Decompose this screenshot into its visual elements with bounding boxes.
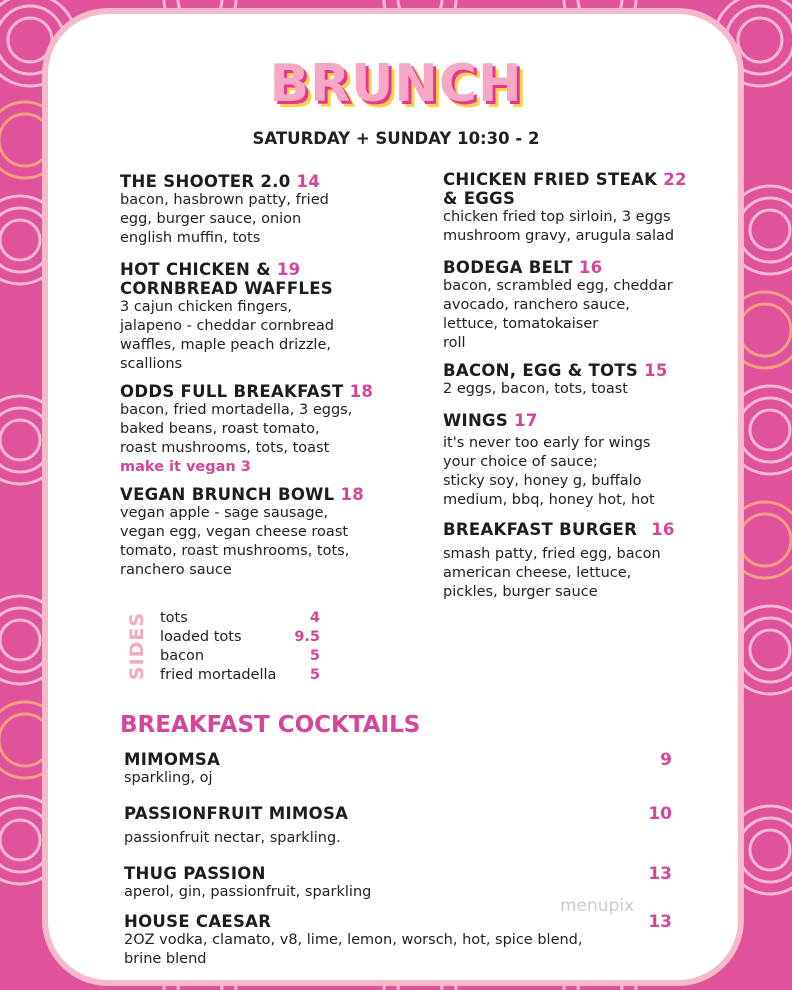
cocktails-heading: BREAKFAST COCKTAILS	[120, 712, 421, 738]
side-item: tots 4	[160, 610, 320, 626]
cocktail-item	[124, 912, 672, 969]
item-desc: roll	[443, 335, 466, 351]
item-desc: 2 eggs, bacon, tots, toast	[443, 381, 628, 397]
side-item: bacon 5	[160, 648, 320, 664]
item-name: WINGS	[443, 411, 509, 430]
item-price: 18	[349, 382, 374, 401]
item-desc: scallions	[120, 356, 183, 372]
item-desc: pickles, burger sauce	[443, 584, 598, 600]
cocktail-item	[124, 750, 672, 788]
item-desc: roast mushrooms, tots, toast	[120, 440, 330, 456]
item-desc: tomato, roast mushrooms, tots,	[120, 543, 350, 559]
cocktail-price: 13	[648, 864, 672, 884]
cocktail-name: HOUSE CAESAR	[124, 912, 272, 931]
menu-item	[443, 411, 713, 510]
item-desc: chicken fried top sirloin, 3 eggs	[443, 209, 671, 225]
item-price: 14	[296, 172, 321, 191]
item-name-line2: & EGGS	[443, 189, 516, 208]
menu-item	[120, 485, 390, 580]
item-price: 18	[340, 485, 365, 504]
item-desc: bacon, hasbrown patty, fried	[120, 192, 329, 208]
item-name: VEGAN BRUNCH BOWL	[120, 485, 335, 504]
cocktails-list	[124, 750, 672, 979]
item-price: 16	[578, 258, 603, 277]
cocktail-desc: 2OZ vodka, clamato, v8, lime, lemon, worsch, hot, spice blend,	[124, 932, 583, 948]
item-desc: english muffin, tots	[120, 230, 261, 246]
cocktail-name: THUG PASSION	[124, 864, 266, 883]
item-desc: baked beans, roast tomato,	[120, 421, 320, 437]
watermark-logo: menupix	[560, 896, 635, 916]
item-price: 15	[644, 361, 668, 380]
item-desc: american cheese, lettuce,	[443, 565, 632, 581]
item-name-line2: CORNBREAD WAFFLES	[120, 279, 333, 298]
item-name: CHICKEN FRIED STEAK	[443, 170, 658, 189]
item-desc: bacon, scrambled egg, cheddar	[443, 278, 673, 294]
sides-label: SIDES	[126, 611, 148, 681]
item-name: HOT CHICKEN &	[120, 260, 271, 279]
menu-item	[443, 258, 713, 353]
cocktail-price: 9	[660, 750, 672, 770]
item-name: BREAKFAST BURGER	[443, 520, 638, 539]
menu-item	[443, 520, 713, 602]
sides-list	[160, 609, 320, 685]
menu-title: BRUNCH	[269, 54, 523, 114]
item-desc: it's never too early for wings	[443, 435, 651, 451]
item-desc: your choice of sauce;	[443, 454, 598, 470]
item-price: 19	[276, 260, 301, 279]
cocktail-item	[124, 804, 672, 848]
item-price: 22	[663, 170, 687, 189]
cocktail-price: 10	[648, 804, 672, 824]
item-desc: lettuce, tomatokaiser	[443, 316, 599, 332]
right-menu-column	[443, 170, 713, 610]
menu-item	[443, 361, 713, 399]
item-desc: smash patty, fried egg, bacon	[443, 546, 661, 562]
item-name: BODEGA BELT	[443, 258, 573, 277]
menu-item	[120, 172, 390, 248]
item-desc: egg, burger sauce, onion	[120, 211, 302, 227]
menu-item	[443, 170, 713, 246]
cocktail-desc: brine blend	[124, 951, 207, 967]
left-menu-column	[120, 172, 390, 588]
cocktail-price: 13	[648, 912, 672, 932]
item-desc: 3 cajun chicken fingers,	[120, 299, 293, 315]
item-price: 16	[651, 520, 675, 539]
side-item: loaded tots 9.5	[160, 629, 320, 645]
item-desc: medium, bbq, honey hot, hot	[443, 492, 655, 508]
service-hours: SATURDAY + SUNDAY 10:30 - 2	[252, 129, 540, 148]
cocktail-desc: sparkling, oj	[124, 770, 213, 786]
cocktail-desc: passionfruit nectar, sparkling.	[124, 830, 341, 846]
menu-item	[120, 382, 390, 477]
item-desc: vegan egg, vegan cheese roast	[120, 524, 349, 540]
item-desc: mushroom gravy, arugula salad	[443, 228, 675, 244]
item-desc: bacon, fried mortadella, 3 eggs,	[120, 402, 353, 418]
item-desc: avocado, ranchero sauce,	[443, 297, 630, 313]
item-desc: ranchero sauce	[120, 562, 232, 578]
cocktail-name: PASSIONFRUIT MIMOSA	[124, 804, 349, 823]
item-price: 17	[514, 411, 538, 430]
item-name: BACON, EGG & TOTS	[443, 361, 639, 380]
item-name: THE SHOOTER 2.0	[120, 172, 291, 191]
cocktail-desc: aperol, gin, passionfruit, sparkling	[124, 884, 372, 900]
item-desc: jalapeno - cheddar cornbread	[120, 318, 335, 334]
item-name: ODDS FULL BREAKFAST	[120, 382, 344, 401]
item-desc: waffles, maple peach drizzle,	[120, 337, 331, 353]
item-desc: sticky soy, honey g, buffalo	[443, 473, 642, 489]
item-desc: vegan apple - sage sausage,	[120, 505, 329, 521]
menu-item	[120, 260, 390, 374]
vegan-note: make it vegan 3	[120, 459, 251, 475]
cocktail-name: MIMOMSA	[124, 750, 221, 769]
side-item: fried mortadella 5	[160, 667, 320, 683]
